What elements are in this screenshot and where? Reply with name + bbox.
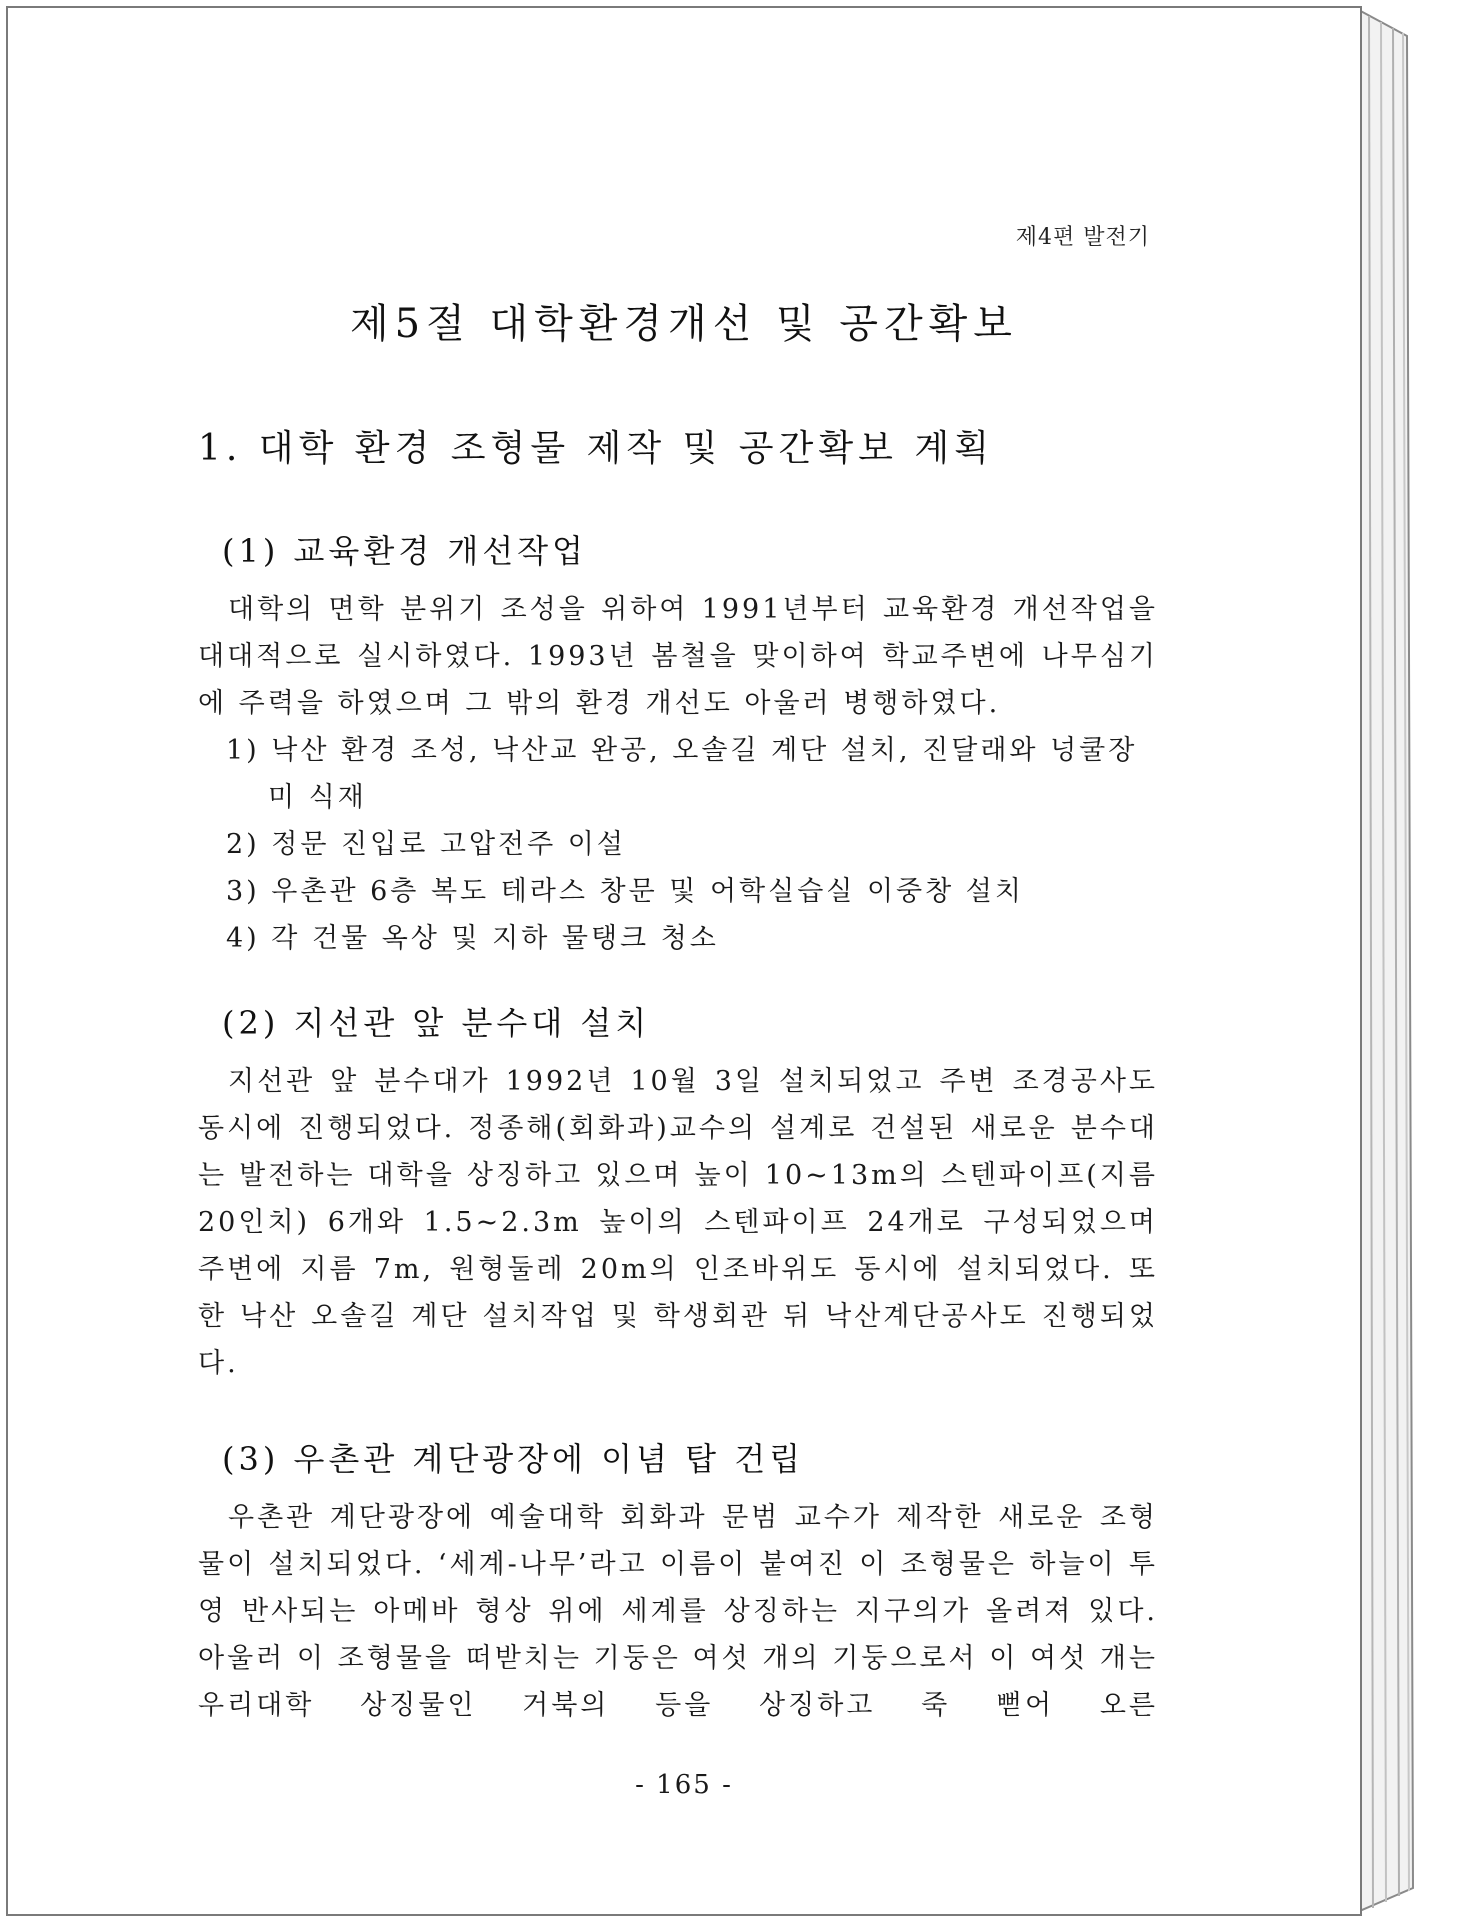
section-title: 1. 대학 환경 조형물 제작 및 공간확보 계획 xyxy=(198,428,994,469)
chapter-title: 제5절 대학환경개선 및 공간확보 xyxy=(350,301,1018,347)
list-item: 2) 정문 진입로 고압전주 이설 xyxy=(226,829,626,860)
subsection-title: (2) 지선관 앞 분수대 설치 xyxy=(222,1004,651,1042)
subsection-title: (1) 교육환경 개선작업 xyxy=(222,532,587,570)
subsection-3 xyxy=(198,1434,1158,1729)
list-item: 3) 우촌관 6층 복도 테라스 창문 및 어학실습실 이중창 설치 xyxy=(226,876,1024,907)
book-page-edges xyxy=(1355,8,1425,1913)
list-item: 1) 낙산 환경 조성, 낙산교 완공, 오솔길 계단 설치, 진달래와 넝쿨장미 식재 xyxy=(226,735,1138,813)
improvement-list xyxy=(198,727,1158,962)
subsection-paragraph: 우촌관 계단광장에 예술대학 회화과 문범 교수가 제작한 새로운 조형물이 설치되었다. ‘세계-나무’라고 이름이 붙여진 이 조형물은 하늘이 투영 반사되는 아메바 형상 위에 세계를 상징하는 지구의가 올려져 있다. 아울러 이 조형물을 떠받치는 기둥은 여섯 개의 기둥으로서 이 여섯 개는 우리대학 상징물인 거북의 등을 상징하고 죽 뻗어 오른 xyxy=(198,1502,1158,1721)
running-header: 제4편 발전기 xyxy=(1015,225,1150,250)
list-item: 4) 각 건물 옥상 및 지하 물탱크 청소 xyxy=(226,923,719,954)
subsection-1 xyxy=(198,526,1158,962)
subsection-2 xyxy=(198,998,1158,1387)
subsection-paragraph: 지선관 앞 분수대가 1992년 10월 3일 설치되었고 주변 조경공사도 동시에 진행되었다. 정종해(회화과)교수의 설계로 건설된 새로운 분수대는 발전하는 대학을 상징하고 있으며 높이 10~13m의 스텐파이프(지름 20인치) 6개와 1.5~2.3m 높이의 스텐파이프 24개로 구성되었으며 주변에 지름 7m, 원형둘레 20m의 인조바위도 동시에 설치되었다. 또한 낙산 오솔길 계단 설치작업 및 학생회관 뒤 낙산계단공사도 진행되었다. xyxy=(198,1066,1158,1379)
subsection-paragraph: 대학의 면학 분위기 조성을 위하여 1991년부터 교육환경 개선작업을 대대적으로 실시하였다. 1993년 봄철을 맞이하여 학교주변에 나무심기에 주력을 하였으며 그 밖의 환경 개선도 아울러 병행하였다. xyxy=(198,594,1158,719)
subsection-title: (3) 우촌관 계단광장에 이념 탑 건립 xyxy=(222,1440,805,1478)
page-number: - 165 - xyxy=(635,1770,733,1800)
book-page xyxy=(6,6,1362,1916)
